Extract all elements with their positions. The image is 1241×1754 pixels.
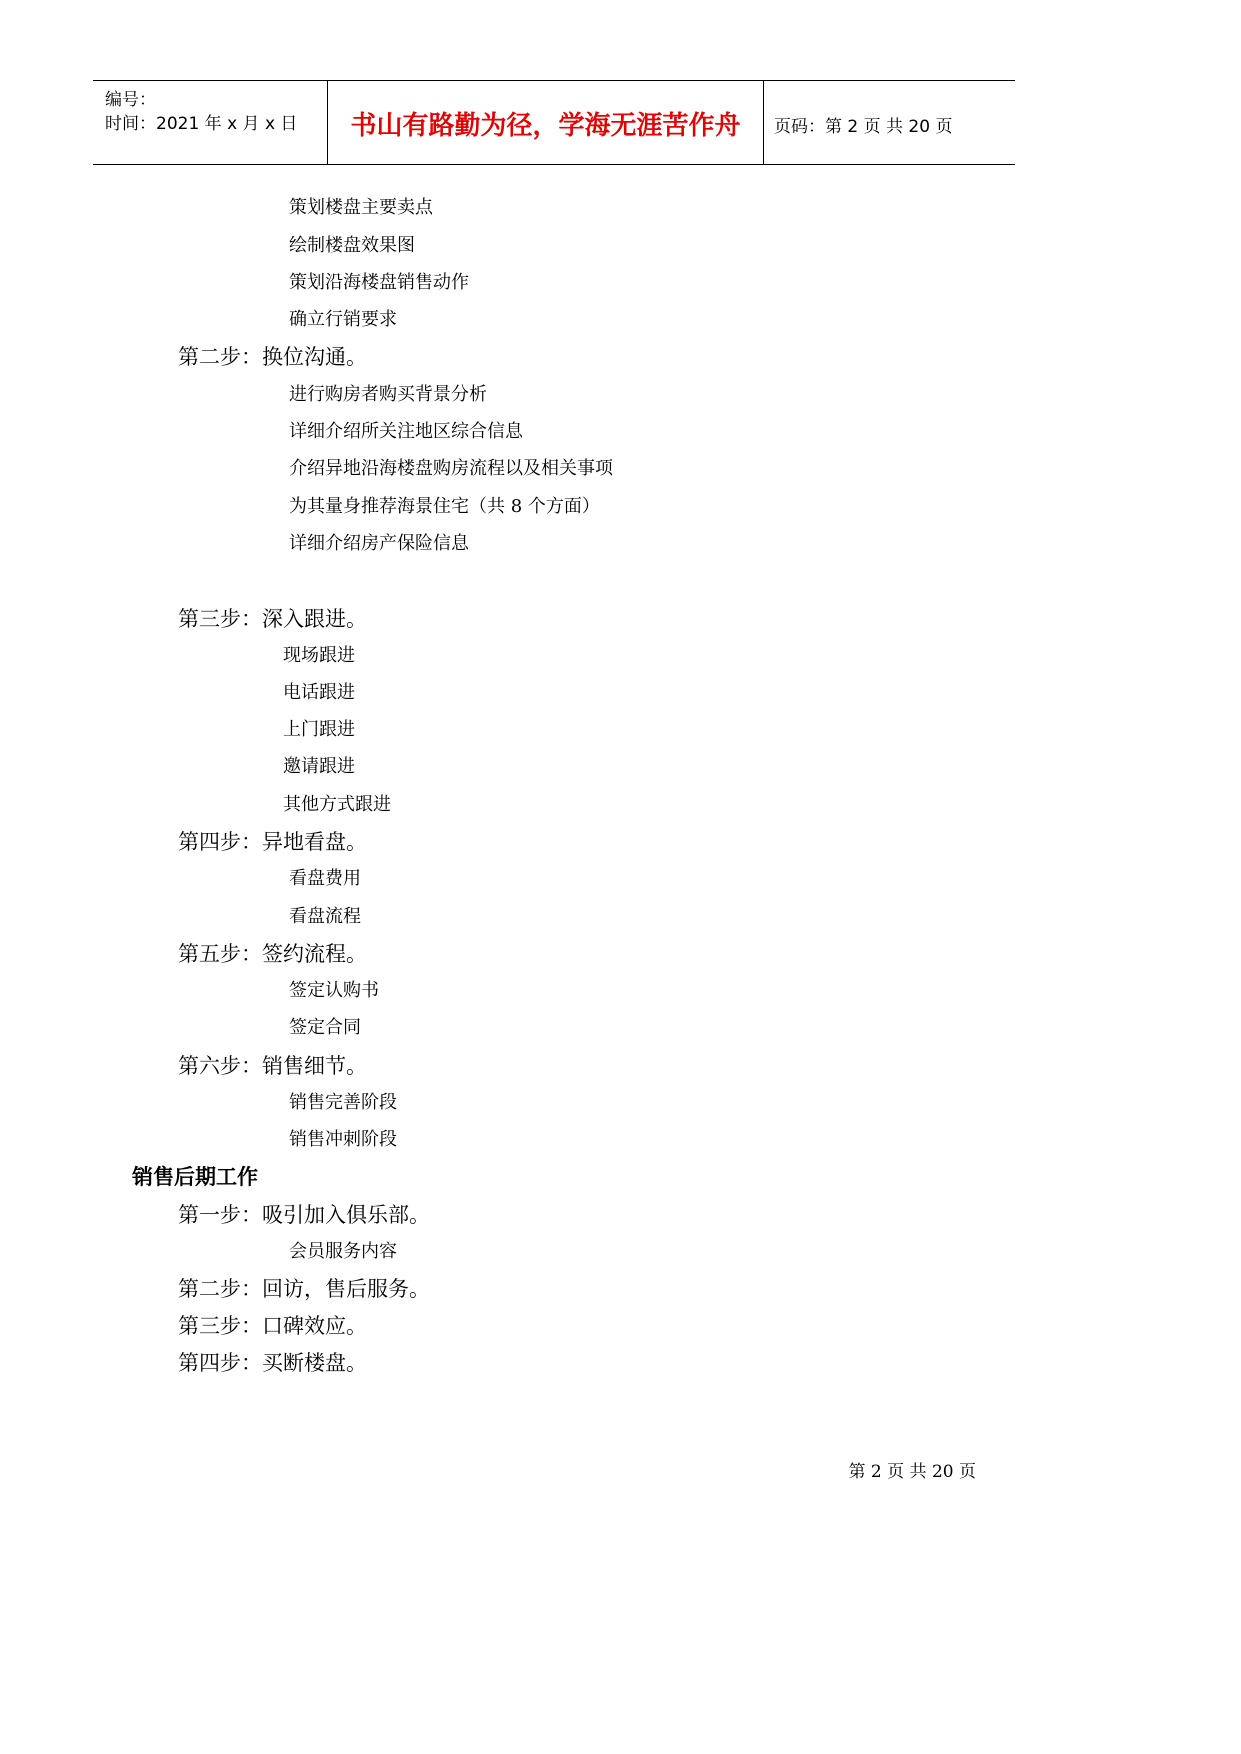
sub-item: 详细介绍房产保险信息 [289, 533, 469, 554]
sub-item: 策划沿海楼盘销售动作 [289, 272, 469, 293]
sub-item: 签定合同 [289, 1017, 361, 1038]
page-code: 页码：第 2 页 共 20 页 [774, 117, 953, 137]
motto-text: 书山有路勤为径，学海无涯苦作舟 [350, 111, 741, 141]
serial-label: 编号： [105, 90, 156, 110]
step-line: 第三步：口碑效应。 [178, 1314, 367, 1338]
sub-item: 看盘费用 [289, 868, 361, 889]
step-line: 第二步：回访，售后服务。 [178, 1277, 430, 1301]
sub-item: 销售完善阶段 [289, 1092, 397, 1113]
step-line: 第三步：深入跟进。 [178, 607, 367, 631]
sub-item: 为其量身推荐海景住宅（共 8 个方面） [289, 496, 600, 517]
document-header [93, 80, 1015, 165]
section-heading: 销售后期工作 [132, 1165, 258, 1189]
sub-item: 进行购房者购买背景分析 [289, 384, 487, 405]
header-page-cell [764, 81, 1015, 164]
sub-item: 看盘流程 [289, 906, 361, 927]
sub-item: 上门跟进 [283, 719, 355, 740]
footer-page-number: 第 2 页 共 20 页 [848, 1462, 976, 1482]
header-motto-cell [328, 81, 764, 164]
step-line: 第一步：吸引加入俱乐部。 [178, 1203, 430, 1227]
sub-item: 邀请跟进 [283, 756, 355, 777]
sub-item: 销售冲刺阶段 [289, 1129, 397, 1150]
step-line: 第二步：换位沟通。 [178, 345, 367, 369]
header-info-cell [93, 81, 328, 164]
sub-item: 介绍异地沿海楼盘购房流程以及相关事项 [289, 458, 613, 479]
sub-item: 签定认购书 [289, 980, 379, 1001]
sub-item: 详细介绍所关注地区综合信息 [289, 421, 523, 442]
step-line: 第四步：异地看盘。 [178, 830, 367, 854]
step-line: 第四步：买断楼盘。 [178, 1351, 367, 1375]
sub-item: 电话跟进 [283, 682, 355, 703]
sub-item: 其他方式跟进 [283, 794, 391, 815]
sub-item: 现场跟进 [283, 645, 355, 666]
sub-item: 绘制楼盘效果图 [289, 235, 415, 256]
sub-item: 策划楼盘主要卖点 [289, 197, 433, 218]
time-label: 时间：2021 年 x 月 x 日 [105, 114, 298, 134]
step-line: 第六步：销售细节。 [178, 1054, 367, 1078]
sub-item: 会员服务内容 [289, 1241, 397, 1262]
sub-item: 确立行销要求 [289, 309, 397, 330]
step-line: 第五步：签约流程。 [178, 942, 367, 966]
